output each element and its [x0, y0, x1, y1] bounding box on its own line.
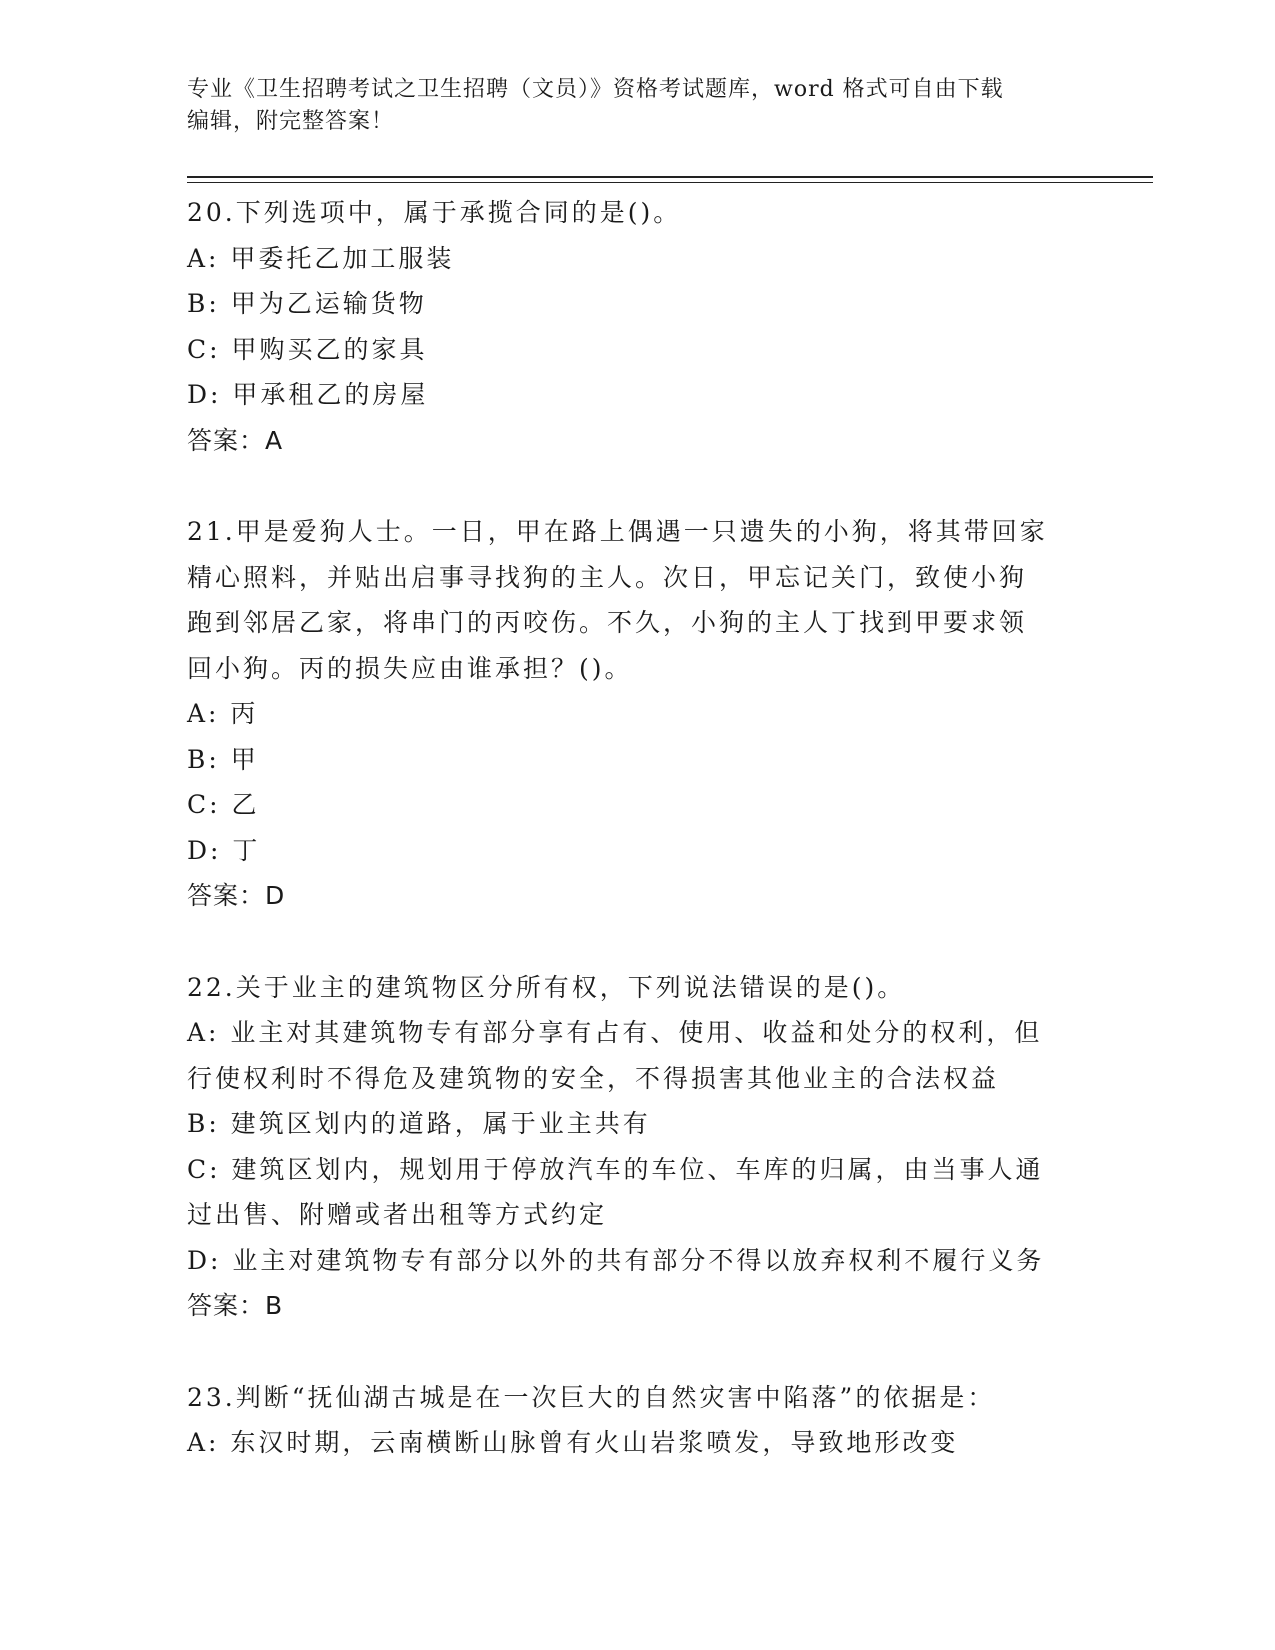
- question-stem: 20.下列选项中，属于承揽合同的是()。: [187, 198, 682, 227]
- option-b: B: 甲: [187, 744, 259, 774]
- document-header: [187, 74, 1067, 138]
- option-b: B: 建筑区划内的道路，属于业主共有: [187, 1109, 651, 1138]
- question-stem: 23.判断“抚仙湖古城是在一次巨大的自然灾害中陷落”的依据是：: [187, 1382, 996, 1412]
- header-line-2: 编辑，附完整答案！: [187, 109, 395, 134]
- option-c: C: 乙: [187, 790, 260, 819]
- option-a: A: 东汉时期，云南横断山脉曾有火山岩浆喷发，导致地形改变: [187, 1428, 959, 1457]
- option-b: B: 甲为乙运输货物: [187, 289, 427, 318]
- question-stem-cont: 跑到邻居乙家，将串门的丙咬伤。不久，小狗的主人丁找到甲要求领: [187, 608, 1028, 637]
- question-stem: 22.关于业主的建筑物区分所有权，下列说法错误的是()。: [187, 972, 906, 1002]
- option-c: C: 甲购买乙的家具: [187, 334, 428, 364]
- question-22: [187, 965, 1067, 1329]
- question-23: [187, 1375, 1067, 1466]
- option-a-cont: 行使权利时不得危及建筑物的安全，不得损害其他业主的合法权益: [187, 1063, 1000, 1093]
- question-stem: 21.甲是爱狗人士。一日，甲在路上偶遇一只遗失的小狗，将其带回家: [187, 517, 1048, 546]
- header-divider: [187, 176, 1153, 178]
- option-d: D: 甲承租乙的房屋: [187, 380, 429, 409]
- option-a: A: 甲委托乙加工服装: [187, 243, 455, 273]
- answer-label: 答案：B: [187, 1291, 284, 1320]
- option-a: A: 业主对其建筑物专有部分享有占有、使用、收益和处分的权利，但: [187, 1018, 1043, 1047]
- question-list: [187, 190, 1067, 1512]
- option-d: D: 业主对建筑物专有部分以外的共有部分不得以放弃权利不履行义务: [187, 1245, 1045, 1275]
- option-c: C: 建筑区划内，规划用于停放汽车的车位、车库的归属，由当事人通: [187, 1154, 1044, 1184]
- option-a: A: 丙: [187, 699, 259, 728]
- question-stem-cont: 精心照料，并贴出启事寻找狗的主人。次日，甲忘记关门，致使小狗: [187, 562, 1028, 592]
- question-stem-cont: 回小狗。丙的损失应由谁承担？()。: [187, 653, 633, 683]
- question-21: [187, 509, 1067, 919]
- answer-label: 答案：A: [187, 425, 284, 455]
- question-20: [187, 190, 1067, 463]
- option-d: D: 丁: [187, 835, 261, 865]
- option-c-cont: 过出售、附赠或者出租等方式约定: [187, 1200, 608, 1229]
- answer-label: 答案：D: [187, 881, 286, 910]
- header-line-1: 专业《卫生招聘考试之卫生招聘（文员）》资格考试题库，word 格式可自由下载: [187, 77, 1004, 102]
- header-divider-thin: [187, 182, 1153, 183]
